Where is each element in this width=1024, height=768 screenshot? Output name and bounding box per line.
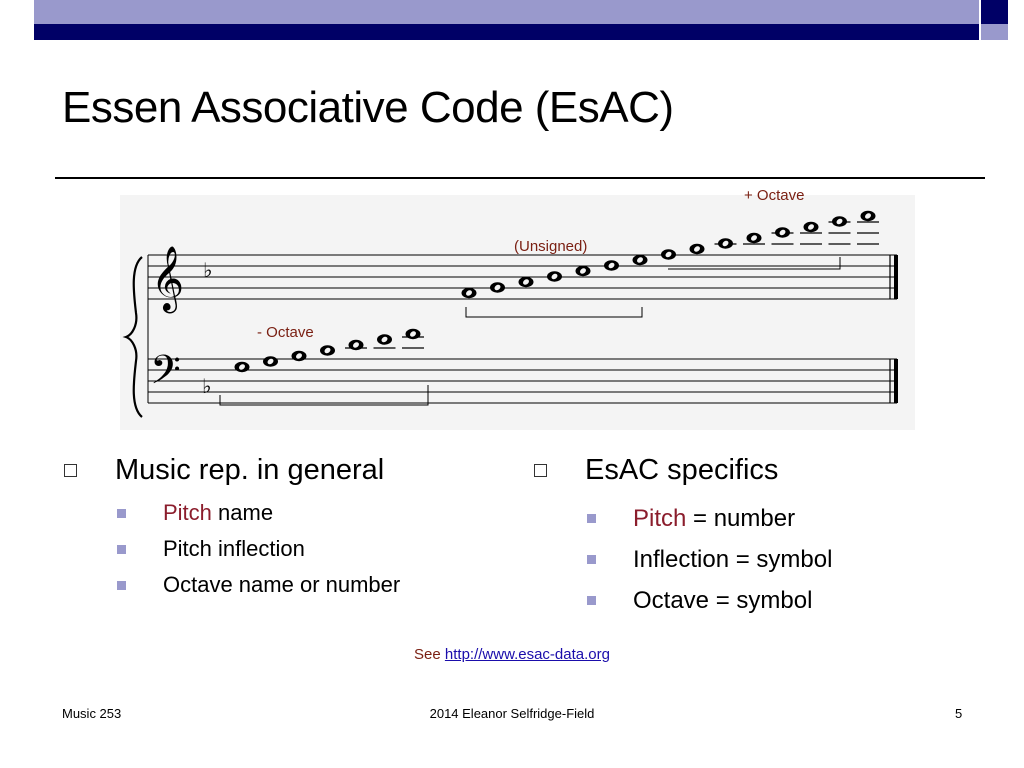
list-item-text: Octave = symbol xyxy=(633,587,813,614)
hollow-square-bullet-icon xyxy=(534,464,547,477)
left-heading-text: Music rep. in general xyxy=(115,454,385,486)
left-column xyxy=(62,450,502,603)
score-background xyxy=(120,195,915,430)
reference-line xyxy=(0,646,1024,663)
list-item-text: Octave name or number xyxy=(163,572,401,597)
reference-prefix: See xyxy=(414,646,441,663)
flat-icon: ♭ xyxy=(203,258,213,282)
treble-clef-icon: 𝄞 xyxy=(151,246,185,311)
square-bullet-icon xyxy=(587,514,596,523)
right-heading xyxy=(532,450,992,490)
right-heading-text: EsAC specifics xyxy=(585,454,779,486)
title-divider xyxy=(55,177,985,179)
slide-title: Essen Associative Code (EsAC) xyxy=(62,83,674,132)
hollow-square-bullet-icon xyxy=(64,464,77,477)
list-item xyxy=(532,498,992,539)
footer-page-number: 5 xyxy=(955,706,963,721)
header-bar-light xyxy=(34,0,979,24)
list-item-highlight: Pitch xyxy=(163,500,212,525)
list-item-text: Inflection = symbol xyxy=(633,546,833,573)
list-item-text: name xyxy=(211,500,274,525)
annotation-plus-octave: + Octave xyxy=(744,187,805,204)
music-score xyxy=(120,185,915,430)
bass-clef-icon: 𝄢 xyxy=(150,347,181,403)
list-item-text: = number xyxy=(686,505,796,532)
annotation-unsigned: (Unsigned) xyxy=(514,238,588,255)
list-item xyxy=(62,567,502,603)
footer-course: Music 253 xyxy=(62,706,122,721)
list-item xyxy=(62,495,502,531)
footer-credit: 2014 Eleanor Selfridge-Field xyxy=(429,706,595,721)
flat-icon: ♭ xyxy=(202,374,212,398)
square-bullet-icon xyxy=(117,545,126,554)
header-bar-dark xyxy=(34,24,979,40)
list-item xyxy=(532,539,992,580)
square-bullet-icon xyxy=(587,596,596,605)
right-column xyxy=(532,450,992,621)
square-bullet-icon xyxy=(587,555,596,564)
header-corner-light xyxy=(981,24,1008,40)
esac-data-link[interactable]: http://www.esac-data.org xyxy=(444,646,610,663)
square-bullet-icon xyxy=(117,509,126,518)
list-item xyxy=(62,531,502,567)
list-item-highlight: Pitch xyxy=(633,505,687,532)
square-bullet-icon xyxy=(117,581,126,590)
left-heading xyxy=(62,450,502,490)
header-corner-dark xyxy=(981,0,1008,24)
list-item-text: Pitch inflection xyxy=(163,536,305,561)
annotation-minus-octave: - Octave xyxy=(257,324,314,341)
list-item xyxy=(532,580,992,621)
